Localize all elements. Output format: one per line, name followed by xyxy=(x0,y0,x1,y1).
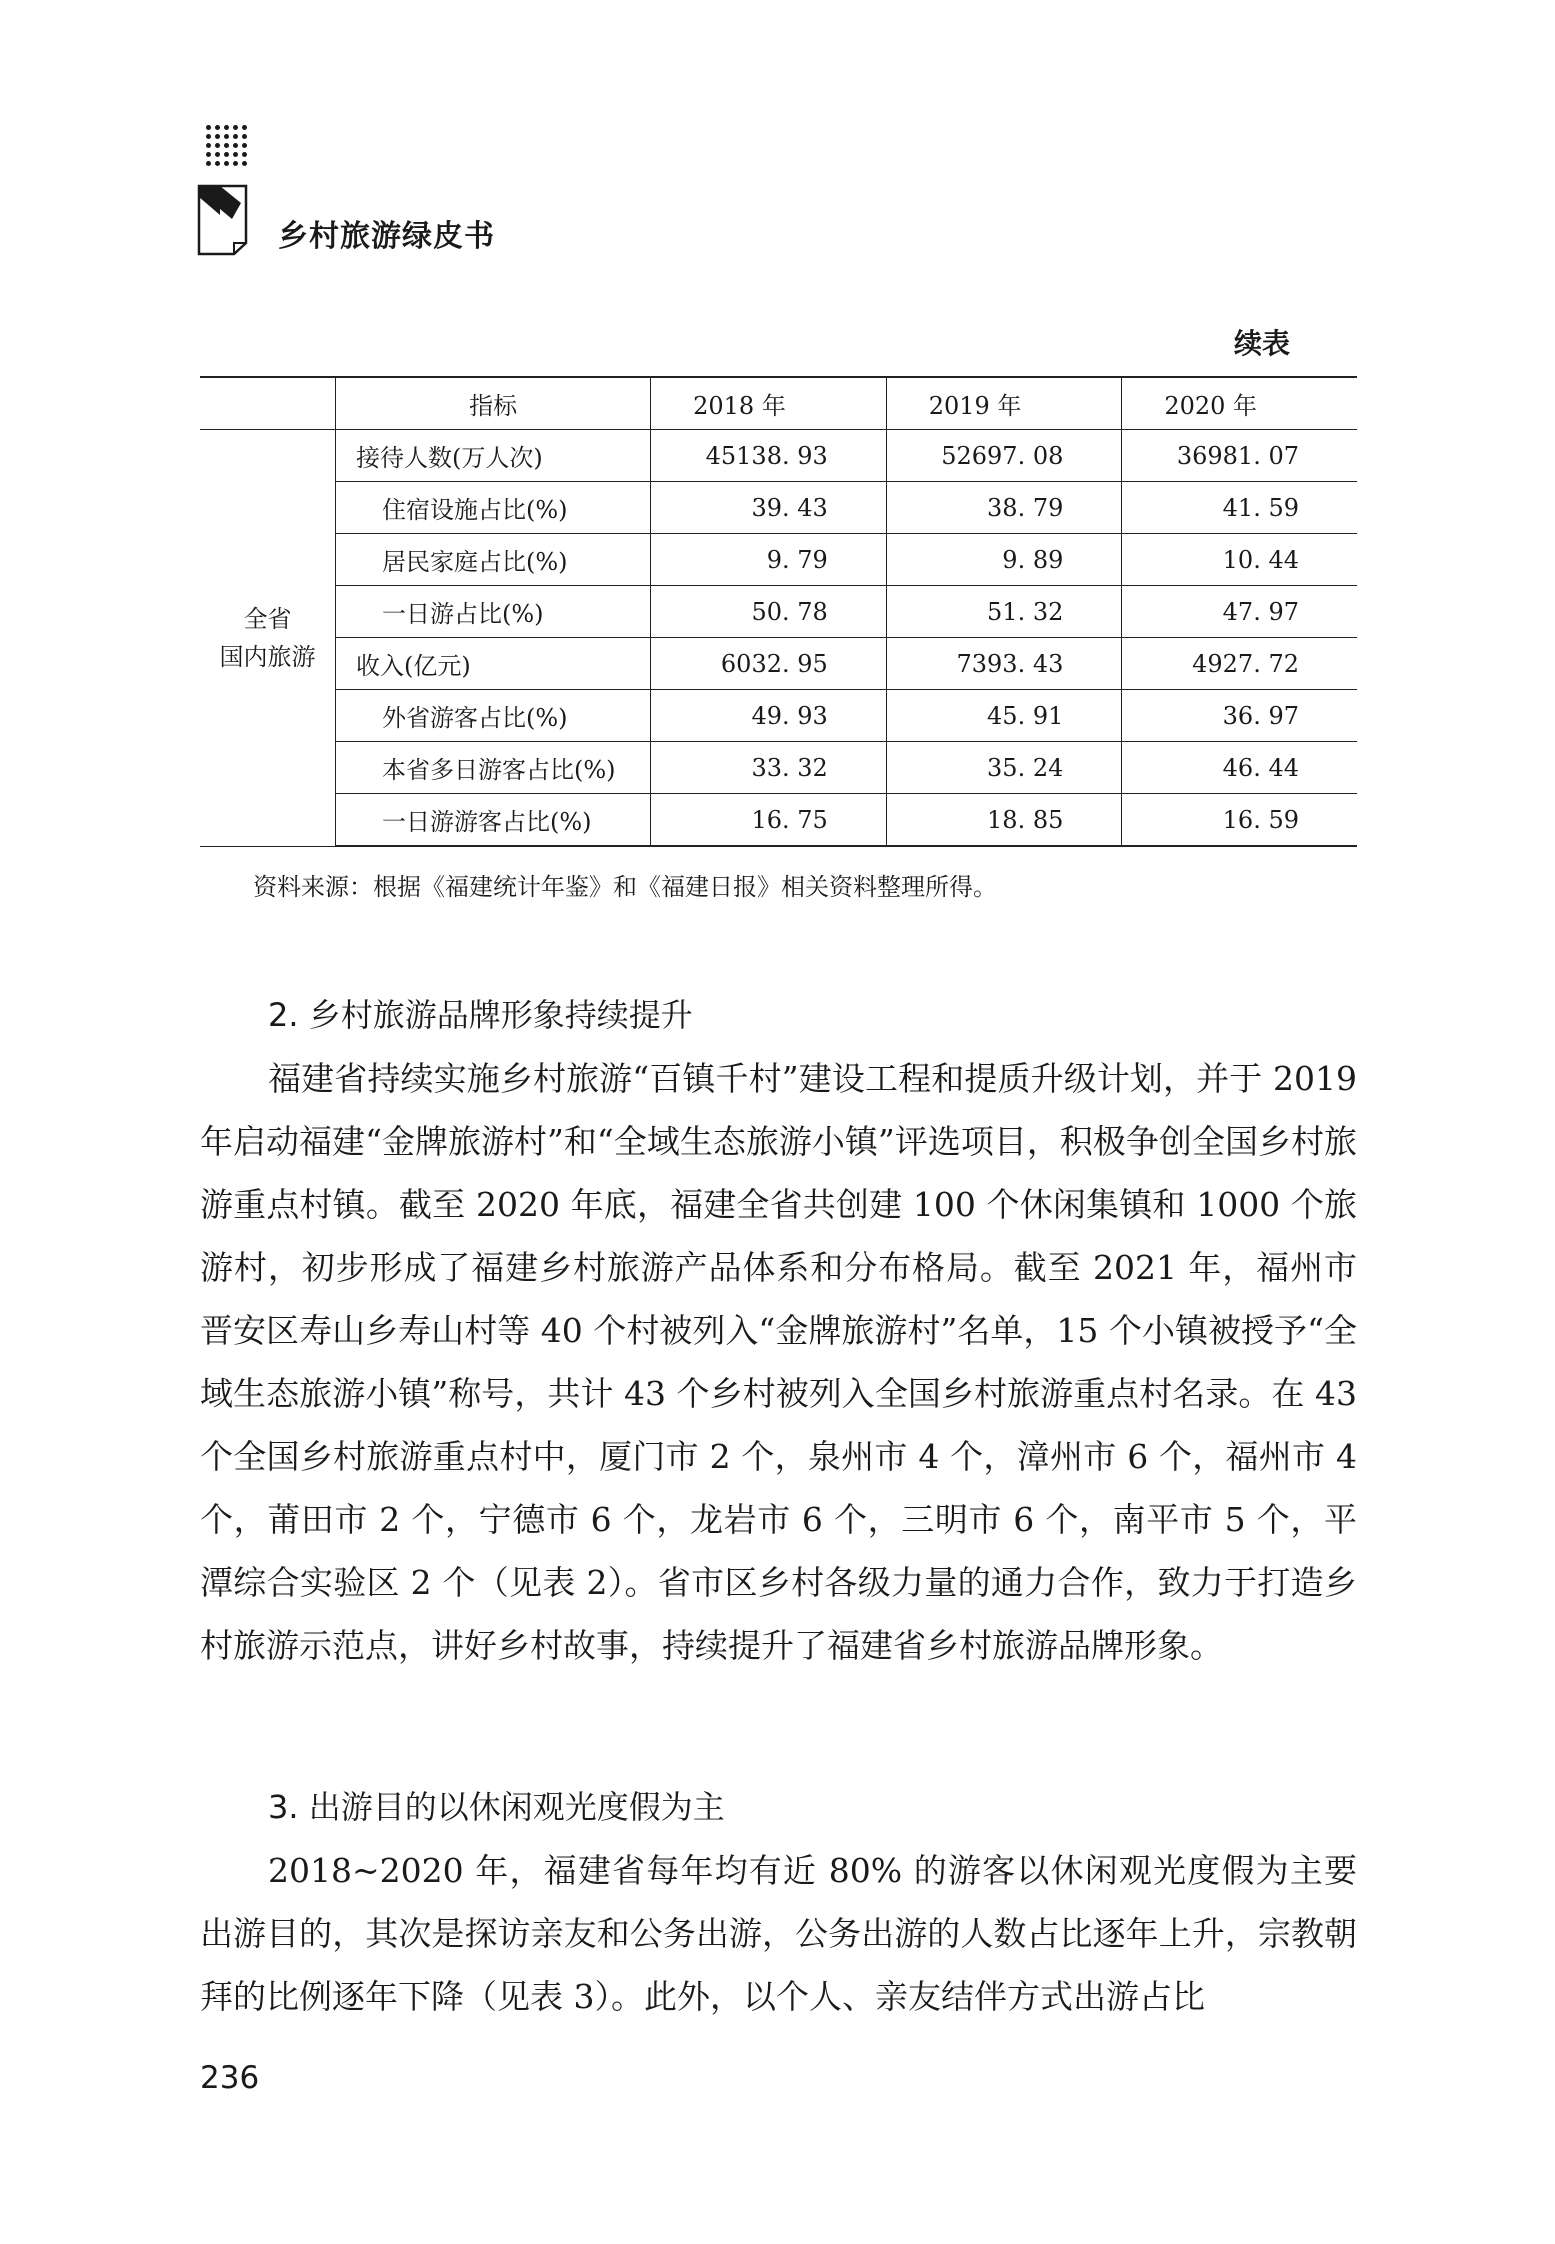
header-dots-ornament xyxy=(206,125,256,177)
table-row xyxy=(200,794,1357,847)
cell-2019: 45. 91 xyxy=(886,690,1122,742)
section-2-paragraph: 福建省持续实施乡村旅游“百镇千村”建设工程和提质升级计划，并于 2019 年启动福建“金牌旅游村”和“全域生态旅游小镇”评选项目，积极争创全国乡村旅游重点村镇。截至 2020 年底，福建全省共创建 100 个休闲集镇和 1000 个旅游村，初步形成了福建乡村旅游产品体系和分布格局。截至 2021 年，福州市晋安区寿山乡寿山村等 40 个村被列入“金牌旅游村”名单，15 个小镇被授予“全域生态旅游小镇”称号，共计 43 个乡村被列入全国乡村旅游重点村名录。在 43 个全国乡村旅游重点村中，厦门市 2 个，泉州市 4 个，漳州市 6 个，福州市 4 个，莆田市 2 个，宁德市 6 个，龙岩市 6 个，三明市 6 个，南平市 5 个，平潭综合实验区 2 个（见表 2）。省市区乡村各级力量的通力合作，致力于打造乡村旅游示范点，讲好乡村故事，持续提升了福建省乡村旅游品牌形象。 xyxy=(200,1059,1357,1665)
header-2018: 2018 年 xyxy=(651,377,887,430)
continued-label: 续表 xyxy=(1233,327,1290,360)
table-row xyxy=(200,534,1357,586)
cell-2020: 47. 97 xyxy=(1122,586,1357,638)
row-label: 外省游客占比(%) xyxy=(335,690,650,742)
page-number: 236 xyxy=(200,2060,260,2096)
row-label: 收入(亿元) xyxy=(335,638,650,690)
header-blank xyxy=(200,377,335,430)
row-label: 居民家庭占比(%) xyxy=(335,534,650,586)
section-3-paragraph: 2018~2020 年，福建省每年均有近 80% 的游客以休闲观光度假为主要出游目的，其次是探访亲友和公务出游，公务出游的人数占比逐年上升，宗教朝拜的比例逐年下降（见表 3）。此外，以个人、亲友结伴方式出游占比 xyxy=(200,1851,1357,2016)
header-2019: 2019 年 xyxy=(886,377,1122,430)
table-row xyxy=(200,586,1357,638)
header-2020: 2020 年 xyxy=(1122,377,1357,430)
table-row xyxy=(200,690,1357,742)
cell-2020: 41. 59 xyxy=(1122,482,1357,534)
category-line: 全省 xyxy=(243,604,292,633)
cell-2018: 6032. 95 xyxy=(651,638,887,690)
cell-2020: 46. 44 xyxy=(1122,742,1357,794)
statistics-table xyxy=(200,376,1357,847)
cell-2019: 18. 85 xyxy=(886,794,1122,847)
cell-2019: 52697. 08 xyxy=(886,430,1122,482)
category-line: 国内旅游 xyxy=(219,642,316,671)
row-label: 接待人数(万人次) xyxy=(335,430,650,482)
cell-2019: 7393. 43 xyxy=(886,638,1122,690)
cell-2018: 33. 32 xyxy=(651,742,887,794)
cell-2018: 9. 79 xyxy=(651,534,887,586)
cell-2020: 10. 44 xyxy=(1122,534,1357,586)
row-label: 住宿设施占比(%) xyxy=(335,482,650,534)
table-source-note: 资料来源：根据《福建统计年鉴》和《福建日报》相关资料整理所得。 xyxy=(253,873,997,901)
running-header xyxy=(196,125,596,265)
section-2-title: 2. 乡村旅游品牌形象持续提升 xyxy=(268,996,693,1034)
cell-2020: 36. 97 xyxy=(1122,690,1357,742)
table-row xyxy=(200,742,1357,794)
cell-2020: 16. 59 xyxy=(1122,794,1357,847)
cell-2018: 50. 78 xyxy=(651,586,887,638)
cell-2020: 36981. 07 xyxy=(1122,430,1357,482)
row-label: 本省多日游客占比(%) xyxy=(335,742,650,794)
row-label: 一日游占比(%) xyxy=(335,586,650,638)
table-header-row xyxy=(200,377,1357,430)
cell-2019: 9. 89 xyxy=(886,534,1122,586)
cell-2018: 45138. 93 xyxy=(651,430,887,482)
header-indicator: 指标 xyxy=(335,377,650,430)
cell-2018: 16. 75 xyxy=(651,794,887,847)
cell-2019: 38. 79 xyxy=(886,482,1122,534)
cell-2019: 35. 24 xyxy=(886,742,1122,794)
table-row xyxy=(200,638,1357,690)
table-row xyxy=(200,430,1357,482)
section-3-title: 3. 出游目的以休闲观光度假为主 xyxy=(268,1788,725,1826)
cell-2019: 51. 32 xyxy=(886,586,1122,638)
row-label: 一日游游客占比(%) xyxy=(335,794,650,847)
book-title: 乡村旅游绿皮书 xyxy=(278,219,495,254)
category-cell xyxy=(200,430,335,847)
book-icon xyxy=(196,183,256,257)
cell-2018: 39. 43 xyxy=(651,482,887,534)
cell-2018: 49. 93 xyxy=(651,690,887,742)
cell-2020: 4927. 72 xyxy=(1122,638,1357,690)
table-row xyxy=(200,482,1357,534)
